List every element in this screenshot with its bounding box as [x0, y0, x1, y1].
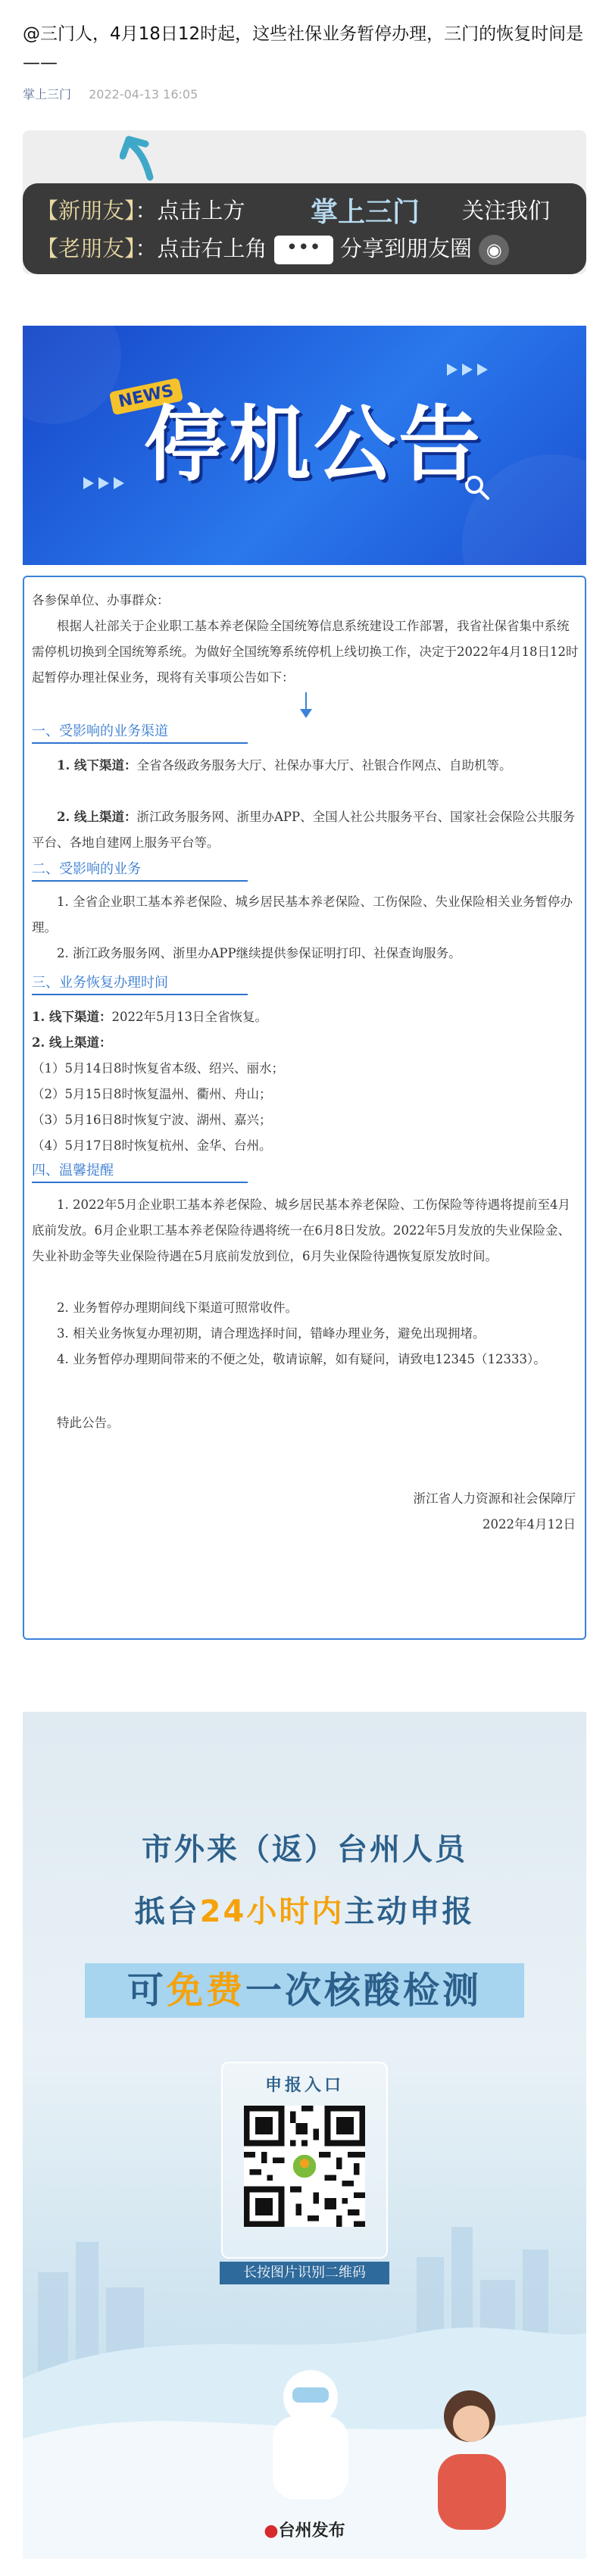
s3-line-4: （4）5月17日8时恢复杭州、金华、台州。 — [32, 1138, 272, 1153]
s1-offline-text: 全省各级政务服务大厅、社保办事大厅、社银合作网点、自助机等。 — [136, 758, 512, 773]
qr-caption: 长按图片识别二维码 — [220, 2262, 389, 2284]
logo-text: 台州发布 — [278, 2521, 345, 2540]
moments-icon: ◉ — [479, 235, 509, 265]
more-dots-icon: ••• — [274, 236, 333, 264]
intro-paragraph: 根据人社部关于企业职工基本养老保险全国统筹信息系统建设工作部署，我省社保省集中系统需停机切换到全国统筹系统。为做好全国统筹系统停机上线切换工作，决定于2022年4月18日12时起暂停办理社保业务，现将有关事项公告如下： — [32, 619, 579, 685]
poster-line-2 — [23, 1888, 586, 1931]
qr-code-icon[interactable] — [244, 2106, 365, 2227]
s3-line-2: （2）5月15日8时恢复温州、衢州、舟山； — [32, 1087, 272, 1101]
poster-line-2a: 抵台 — [134, 1894, 200, 1929]
s3-offline-label: 1. 线下渠道： — [32, 1010, 112, 1024]
s3-offline — [32, 1004, 579, 1030]
s4-item-3: 3. 相关业务恢复办理初期，请合理选择时间，错峰办理业务，避免出现拥堵。 — [57, 1326, 486, 1341]
qr-entry[interactable] — [221, 2062, 388, 2281]
share-action: 分享到朋友圈 — [339, 236, 472, 261]
qr-title: 申报入口 — [264, 2076, 344, 2095]
publish-time: 2022-04-13 16:05 — [89, 87, 198, 101]
poster-line-3c: 一次核酸检测 — [245, 1969, 483, 2012]
s1-online-text: 浙江政务服务网、浙里办APP、全国人社公共服务平台、国家社会保险公共服务平台、各地自建网上服务平台等。 — [32, 810, 576, 850]
poster-line-3 — [85, 1963, 524, 2018]
salutation: 各参保单位、办事群众： — [32, 593, 170, 607]
notice-heading: 停机公告 — [144, 398, 484, 492]
s3-offline-text: 2022年5月13日全省恢复。 — [111, 1010, 267, 1024]
s3-line-3: （3）5月16日8时恢复宁波、湖州、嘉兴； — [32, 1113, 272, 1127]
issuer-org: 浙江省人力资源和社会保障厅 — [413, 1491, 576, 1506]
article-meta — [23, 85, 198, 102]
s2-item-1: 1. 全省企业职工基本养老保险、城乡居民基本养老保险、工伤保险、失业保险相关业务暂停办理。 — [32, 895, 573, 935]
s1-offline — [32, 753, 579, 779]
s3-line-1: （1）5月14日8时恢复省本级、绍兴、丽水； — [32, 1061, 284, 1076]
s4-item-1: 1. 2022年5月企业职工基本养老保险、城乡居民基本养老保险、工伤保险等待遇将提前至4月底前发放。6月企业职工基本养老保险待遇将统一在6月8日发放。2022年5月发放的失业保险金、失业补助金等失业保险待遇在5月底前发放到位，6月失业保险待遇恢复原发放时间。 — [32, 1197, 570, 1263]
logo-mark-icon: ● — [264, 2521, 279, 2540]
new-friend-text: ：点击上方 — [135, 198, 245, 223]
author-link[interactable]: 掌上三门 — [23, 87, 72, 101]
s3-online-label: 2. 线上渠道： — [32, 1035, 112, 1050]
taizhou-logo — [23, 2518, 586, 2541]
s4-item-2: 2. 业务暂停办理期间线下渠道可照常收件。 — [57, 1300, 298, 1315]
s4-item-4: 4. 业务暂停办理期间带来的不便之处，敬请谅解，如有疑问，请致电12345（12333）。 — [57, 1352, 546, 1366]
s1-offline-label: 1. 线下渠道： — [57, 758, 137, 773]
poster-image — [23, 1712, 586, 2559]
old-friend-tag: 【老朋友】 — [36, 236, 136, 261]
section-3-heading: 三、业务恢复办理时间 — [32, 973, 248, 995]
s2-item-2: 2. 浙江政务服务网、浙里办APP继续提供参保证明打印、社保查询服务。 — [57, 946, 461, 960]
up-arrow-icon — [120, 133, 180, 186]
notice-hero-image — [23, 326, 586, 565]
issue-date: 2022年4月12日 — [483, 1517, 576, 1532]
notice-document — [23, 576, 586, 1640]
follow-banner — [23, 183, 586, 274]
section-4-heading: 四、温馨提醒 — [32, 1160, 248, 1183]
follow-row-old — [36, 232, 509, 265]
old-friend-text: ：点击右上角 — [135, 236, 267, 261]
brand-name[interactable]: 掌上三门 — [311, 197, 420, 228]
new-friend-tag: 【新朋友】 — [36, 198, 136, 223]
follow-action: 关注我们 — [462, 198, 551, 223]
s1-online — [32, 804, 579, 856]
poster-line-2c: 主动申报 — [344, 1894, 475, 1929]
poster-line-3a: 可 — [126, 1969, 167, 2012]
follow-row-new — [36, 194, 245, 227]
poster-line-3b: 免费 — [166, 1969, 245, 2012]
news-badge: NEWS — [109, 378, 183, 416]
down-arrow-icon — [297, 691, 315, 721]
closing: 特此公告。 — [57, 1416, 120, 1430]
poster-line-2b: 24小时内 — [199, 1894, 345, 1929]
section-2-heading: 二、受影响的业务 — [32, 859, 248, 882]
article-title: @三门人，4月18日12时起，这些社保业务暂停办理，三门的恢复时间是—— — [23, 24, 584, 73]
s1-online-label: 2. 线上渠道： — [57, 810, 137, 824]
section-1-heading: 一、受影响的业务渠道 — [32, 721, 248, 744]
poster-line-1: 市外来（返）台州人员 — [142, 1832, 467, 1867]
